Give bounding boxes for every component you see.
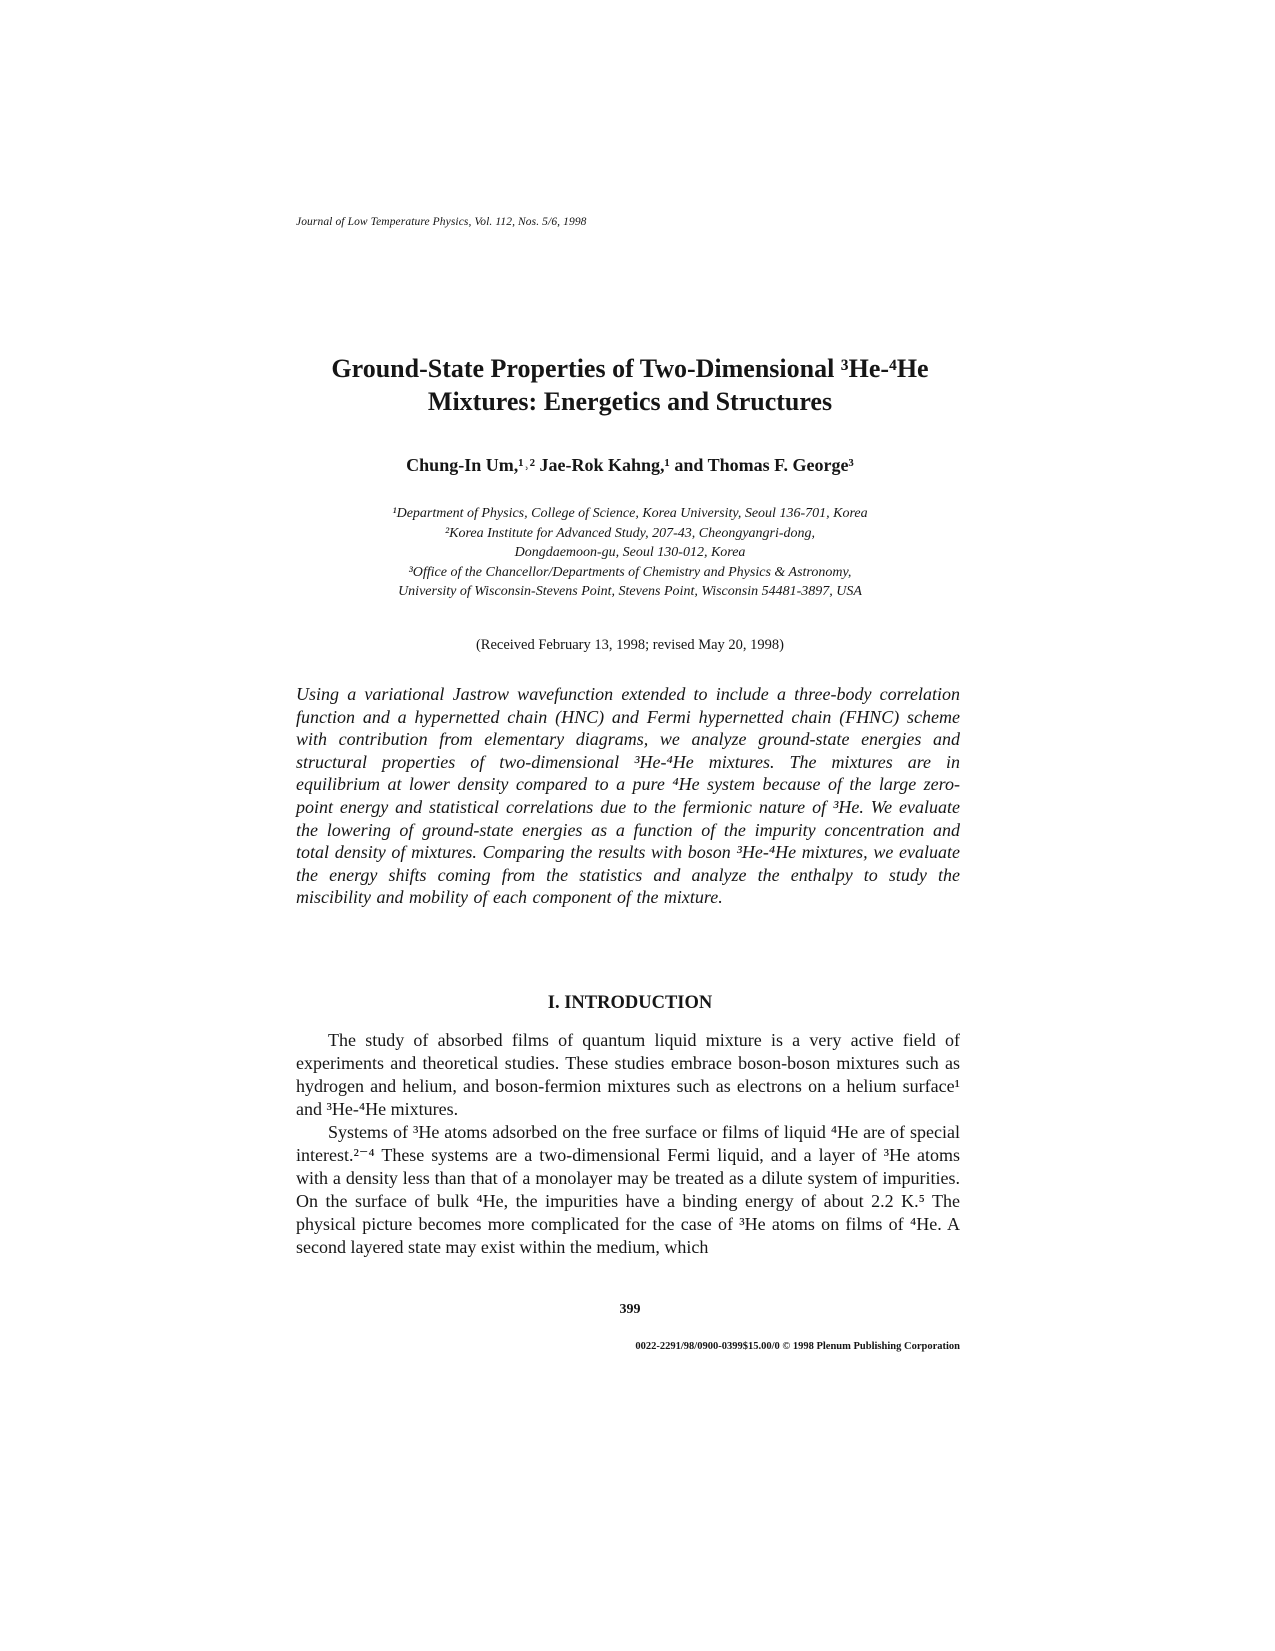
title-line-2: Mixtures: Energetics and Structures bbox=[427, 387, 833, 416]
affiliation-line: ²Korea Institute for Advanced Study, 207-43, Cheongyangri-dong, bbox=[444, 525, 816, 541]
affiliations bbox=[280, 504, 980, 602]
article-title bbox=[280, 352, 980, 418]
affiliation-line: University of Wisconsin-Stevens Point, Stevens Point, Wisconsin 54481-3897, USA bbox=[398, 584, 862, 600]
author-list: Chung-In Um,¹˒² Jae-Rok Kahng,¹ and Thomas F. George³ bbox=[406, 455, 854, 475]
received-dates: (Received February 13, 1998; revised May 20, 1998) bbox=[475, 637, 785, 653]
affiliation-line: Dongdaemoon-gu, Seoul 130-012, Korea bbox=[514, 545, 746, 561]
page-number: 399 bbox=[619, 1302, 641, 1317]
affiliation-line: ³Office of the Chancellor/Departments of Chemistry and Physics & Astronomy, bbox=[408, 564, 852, 580]
section-heading-introduction: I. INTRODUCTION bbox=[547, 993, 713, 1013]
affiliation-line: ¹Department of Physics, College of Science, Korea University, Seoul 136-701, Korea bbox=[392, 506, 868, 521]
body-paragraph: Systems of ³He atoms adsorbed on the free surface or films of liquid ⁴He are of special interest.²⁻⁴ These systems are a two-dimensional Fermi liquid, and a layer of ³He atoms with a density less than that of a monolayer may be treated as a dilute system of impurities. On the surface of bulk ⁴He, the impurities have a binding energy of about 2.2 K.⁵ The physical picture becomes more complicated for the case of ³He atoms on films of ⁴He. A second layered state may exist within the medium, which bbox=[296, 1122, 960, 1257]
running-head: Journal of Low Temperature Physics, Vol. 112, Nos. 5/6, 1998 bbox=[296, 216, 587, 228]
body-paragraph: The study of absorbed films of quantum liquid mixture is a very active field of experiments and theoretical studies. These studies embrace boson-boson mixtures such as hydrogen and helium, and boson-fermion mixtures such as electrons on a helium surface¹ and ³He-⁴He mixtures. bbox=[296, 1030, 960, 1119]
abstract: Using a variational Jastrow wavefunction extended to include a three-body correlation function and a hypernetted chain (HNC) and Fermi hypernetted chain (FHNC) scheme with contribution from elementary diagrams, we analyze ground-state energies and structural properties of two-dimensional ³He-⁴He mixtures. The mixtures are in equilibrium at lower density compared to a pure ⁴He system because of the large zero-point energy and statistical correlations due to the fermionic nature of ³He. We evaluate the lowering of ground-state energies as a function of the impurity concentration and total density of mixtures. Comparing the results with boson ³He-⁴He mixtures, we evaluate the energy shifts coming from the statistics and analyze the enthalpy to study the miscibility and mobility of each component of the mixture. bbox=[296, 684, 960, 908]
copyright-line: 0022-2291/98/0900-0399$15.00/0 © 1998 Plenum Publishing Corporation bbox=[635, 1341, 960, 1352]
title-line-1: Ground-State Properties of Two-Dimensional ³He-⁴He bbox=[331, 354, 929, 383]
introduction-body bbox=[296, 1029, 960, 1259]
